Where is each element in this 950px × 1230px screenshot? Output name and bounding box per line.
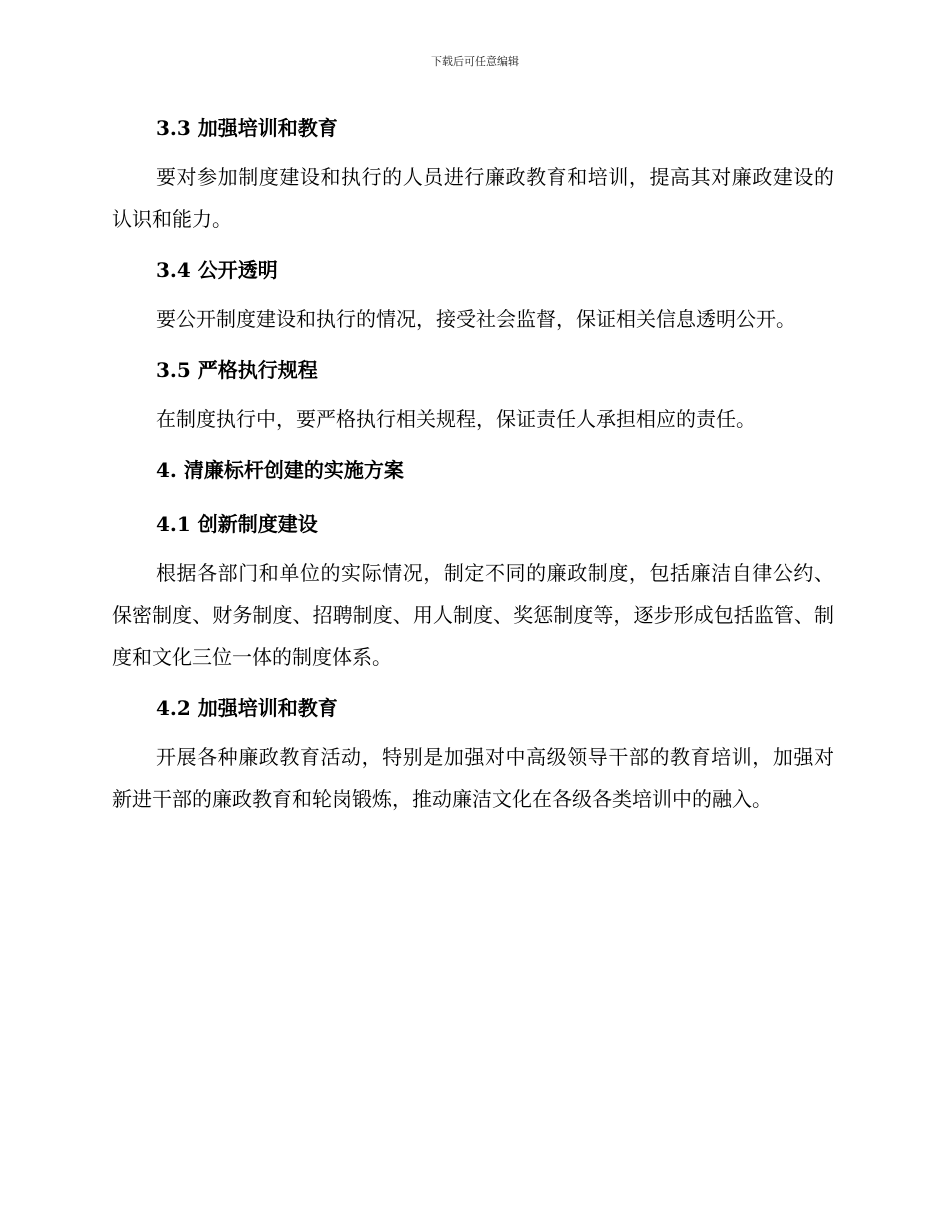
- section-paragraph-4-1: 根据各部门和单位的实际情况，制定不同的廉政制度，包括廉洁自律公约、保密制度、财务制度、招聘制度、用人制度、奖惩制度等，逐步形成包括监管、制度和文化三位一体的制度体系。: [112, 561, 834, 669]
- section-heading-3-3: 3.3 加强培训和教育: [156, 116, 338, 140]
- section-heading-3-4: 3.4 公开透明: [156, 258, 278, 282]
- section-paragraph-3-3: 要对参加制度建设和执行的人员进行廉政教育和培训，提高其对廉政建设的认识和能力。: [112, 165, 834, 231]
- section-heading-4-1: 4.1 创新制度建设: [156, 512, 318, 536]
- document-body: [112, 108, 834, 820]
- header-note: 下载后可任意编辑: [431, 55, 519, 68]
- section-paragraph-3-5: 在制度执行中，要严格执行相关规程，保证责任人承担相应的责任。: [156, 407, 756, 431]
- section-heading-4-2: 4.2 加强培训和教育: [156, 696, 338, 720]
- section-paragraph-3-4: 要公开制度建设和执行的情况，接受社会监督，保证相关信息透明公开。: [156, 307, 796, 331]
- section-heading-3-5: 3.5 严格执行规程: [156, 358, 318, 382]
- section-heading-4: 4. 清廉标杆创建的实施方案: [156, 458, 404, 482]
- section-paragraph-4-2: 开展各种廉政教育活动，特别是加强对中高级领导干部的教育培训，加强对新进干部的廉政教育和轮岗锻炼，推动廉洁文化在各级各类培训中的融入。: [112, 745, 834, 811]
